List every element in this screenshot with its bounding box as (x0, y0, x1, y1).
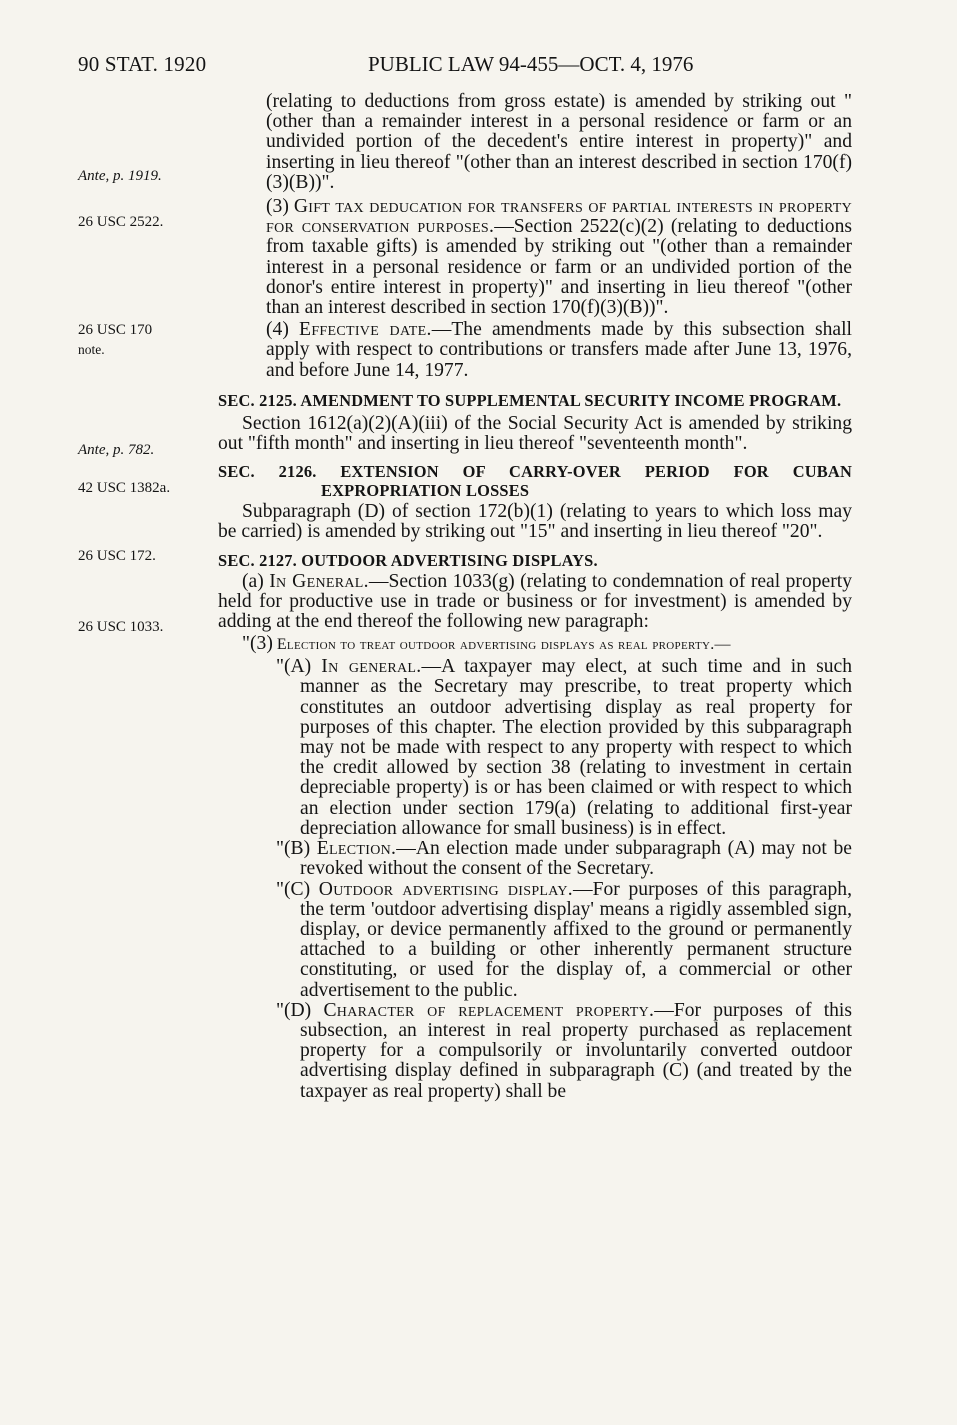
margin-note-usc-1382a: 42 USC 1382a. (78, 480, 171, 496)
paragraph-text: — (714, 636, 731, 654)
margin-note-usc-170: 26 USC 170 (78, 322, 153, 338)
subparagraph-number: "(D) (276, 999, 312, 1021)
statute-body (218, 92, 852, 1102)
paragraph-number: (3) (266, 196, 289, 218)
statute-page-number: 90 STAT. 1920 (78, 52, 207, 76)
paragraph-text: —The amendments made by this subsection shall apply with respect to contributions or transfers made after June 13, 1976, and before June 14, 1977. (266, 319, 852, 381)
section-2126-text: Subparagraph (D) of section 172(b)(1) (relating to years to which loss may be carried) is amended by striking out "15" and inserting in lieu thereof "20". (218, 501, 852, 543)
margin-note-ante-782 (78, 441, 154, 460)
subparagraph-heading: In general. (321, 656, 422, 678)
section-2126-heading: SEC. 2126. EXTENSION OF CARRY-OVER PERIOD FOR CUBAN EXPROPRIATION LOSSES (218, 462, 852, 501)
margin-note-usc-2522: 26 USC 2522. (78, 214, 164, 230)
paragraph-heading: Election to treat outdoor advertising displays as real property. (276, 636, 715, 654)
subparagraph-number: "(B) (276, 838, 311, 860)
paragraph-3-gift-tax (218, 197, 852, 318)
paragraph-heading: Gift tax deducation for transfers of partial interests in property for conservation purposes. (266, 196, 852, 238)
subparagraph-text: —For purposes of this subsection, an interest in real property purchased as replacement property for a compulsorily or involuntarily converted outdoor advertising display defined in subparagraph (C) (and treated by the taxpayer as real property) shall be (300, 999, 852, 1102)
margin-note-text: Ante, p. 1919. (78, 168, 162, 184)
subsection-text: —Section 1033(g) (relating to condemnation of real property held for productive use in trade or business or for investment) is amended by adding at the end thereof the following new paragraph: (218, 570, 852, 633)
paragraph-number: (4) (266, 319, 289, 341)
section-2125-heading: SEC. 2125. AMENDMENT TO SUPPLEMENTAL SECURITY INCOME PROGRAM. (218, 390, 842, 410)
paragraph-continuation: (relating to deductions from gross estate) is amended by striking out "(other than a remainder interest in a personal residence or farm or an undivided portion of the decedent's entire interest in property)" and inserting in lieu thereof "(other than an interest described in section 170(f)(3)(B))". (266, 91, 852, 193)
section-2127-heading: SEC. 2127. OUTDOOR ADVERTISING DISPLAYS. (218, 550, 598, 570)
margin-note-usc-170-note: note. (78, 342, 105, 357)
subparagraph-text: —For purposes of this paragraph, the term 'outdoor advertising display' means a rigidly assembled sign, display, or device permanently affixed to the ground or permanently attached to a building or other inherently permanent structure constituting, or used for the display of, a commercial or other advertisement to the public. (300, 878, 852, 1001)
subsection-number: (a) (242, 570, 264, 592)
margin-note-text: Ante, p. 782. (78, 442, 155, 458)
paragraph-4-effective-date (218, 320, 852, 381)
public-law-title: PUBLIC LAW 94-455—OCT. 4, 1976 (368, 52, 694, 76)
subparagraph-a (218, 657, 852, 839)
subsection-heading: In General. (269, 570, 369, 592)
margin-note-usc-172: 26 USC 172. (78, 548, 156, 564)
subparagraph-text: —An election made under subparagraph (A) may not be revoked without the consent of the Secretary. (300, 838, 852, 880)
margin-note-usc-1033: 26 USC 1033. (78, 619, 164, 635)
paragraph-number: "(3) (242, 633, 273, 655)
paragraph-heading: Effective date. (299, 319, 432, 341)
subparagraph-number: "(C) (276, 878, 311, 900)
subparagraph-b (218, 839, 852, 879)
subparagraph-number: "(A) (276, 656, 312, 678)
subparagraph-heading: Election. (316, 838, 397, 860)
subparagraph-text: —A taxpayer may elect, at such time and in such manner as the Secretary may prescribe, to treat property which constitutes an outdoor advertising display as real property for purposes of this chapter. The election provided by this subparagraph may not be made with respect to any property with respect to which the credit allowed by section 38 (relating to investment in certain depreciable property) is or has been claimed or with respect to which an election under section 179(a) (relating to additional first-year depreciation allowance for small business) is in effect. (300, 656, 852, 839)
subparagraph-d (218, 1001, 852, 1102)
subparagraph-heading: Character of replacement property. (323, 999, 655, 1021)
new-paragraph-3 (218, 634, 852, 655)
section-2125-text: Section 1612(a)(2)(A)(iii) of the Social Security Act is amended by striking out "fifth month" and inserting in lieu thereof "seventeenth month". (218, 412, 852, 455)
subparagraph-heading: Outdoor advertising display. (318, 878, 573, 900)
page-header (0, 52, 957, 82)
subsection-a (218, 572, 852, 633)
paragraph-text: —Section 2522(c)(2) (relating to deductions from taxable gifts) is amended by striking out "(other than a remainder interest in a personal residence or farm or an undivided portion of the donor's entire interest in property)" and inserting in lieu thereof "(other than an interest described in section 170(f)(3)(B))". (266, 216, 852, 319)
subparagraph-c (218, 880, 852, 1001)
margin-note-ante-1919 (78, 167, 162, 186)
